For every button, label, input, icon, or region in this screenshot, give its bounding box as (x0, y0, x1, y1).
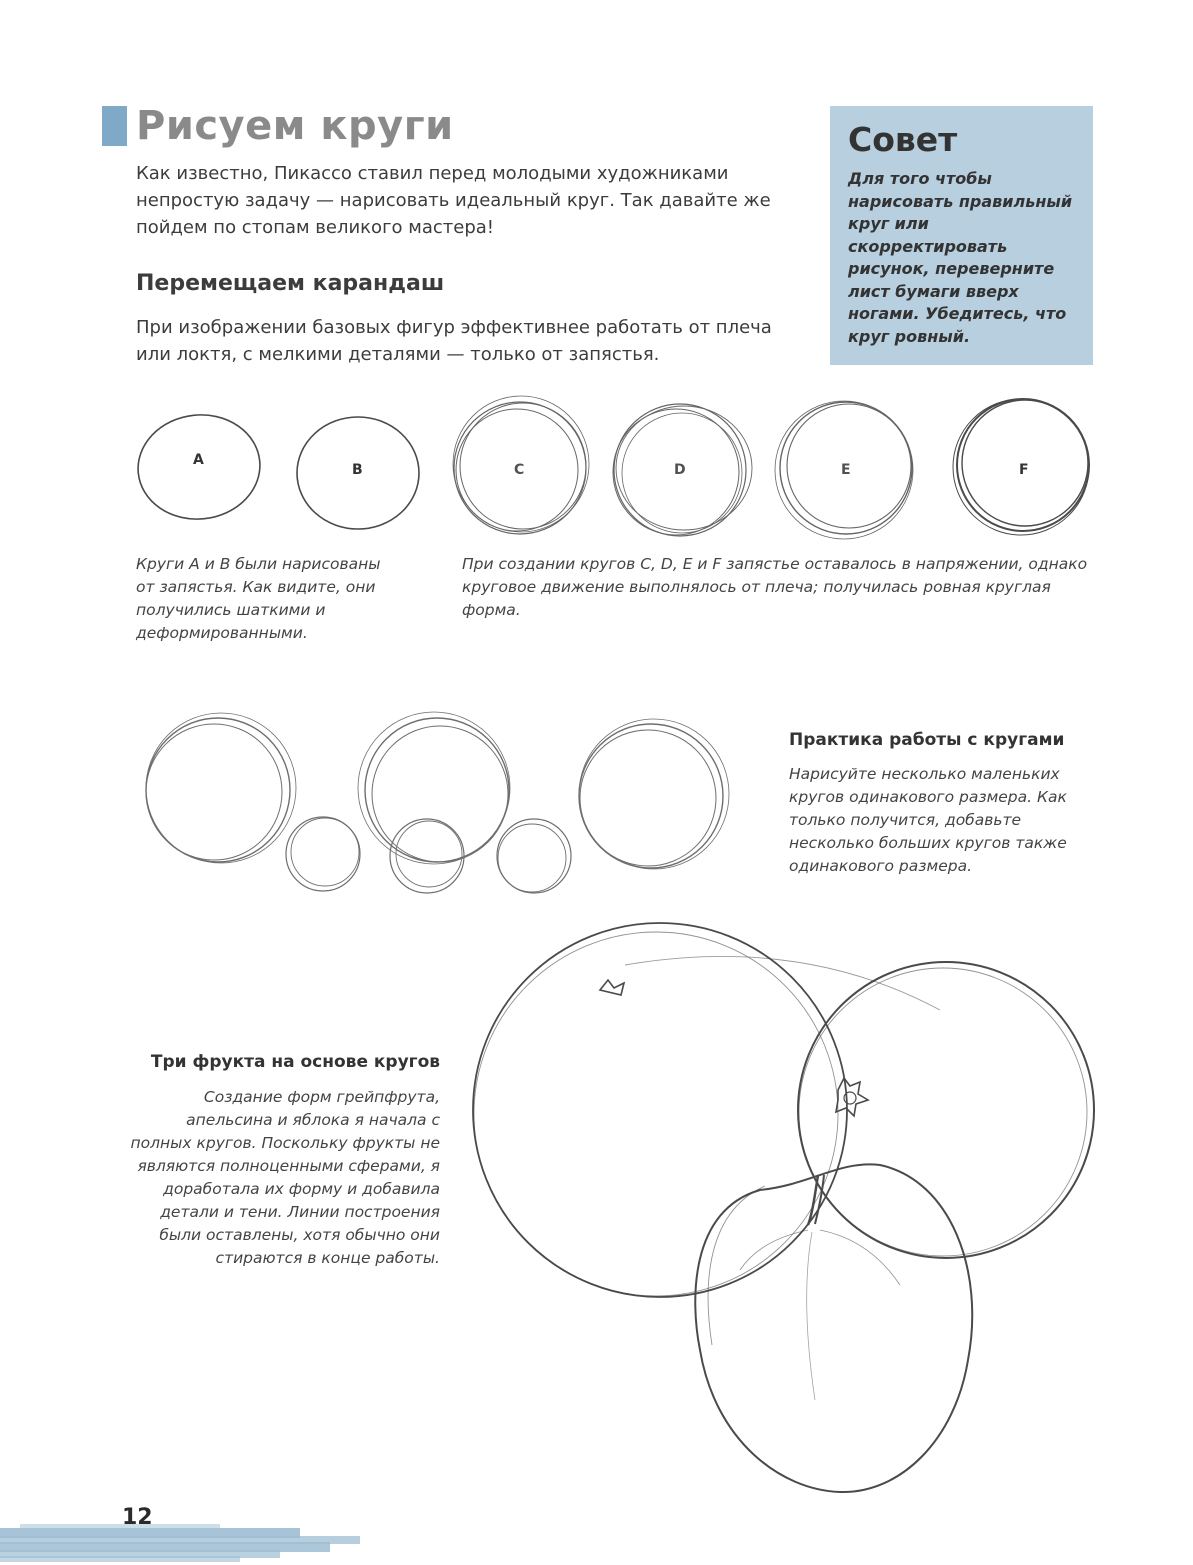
intro-paragraph: Как известно, Пикассо ставил перед молодыми художниками непростую задачу — нарисовать идеальный круг. Так давайте же пойдем по стопам великого мастера! (136, 163, 771, 238)
fruits-title: Три фрукта на основе кругов (150, 1052, 440, 1072)
section-paragraph: При изображении базовых фигур эффективнее работать от плеча или локтя, с мелкими деталями — только от запястья. (136, 317, 772, 365)
circle-label-d: D (674, 462, 686, 478)
page-number: 12 (122, 1505, 153, 1530)
caption-circles-ab: Круги A и B были нарисованы от запястья. Как видите, они получились шаткими и деформированными. (136, 555, 381, 642)
circle-label-b: B (352, 462, 363, 478)
page-title: Рисуем круги (136, 103, 454, 149)
section-subhead: Перемещаем карандаш (136, 271, 445, 296)
circle-label-a: A (193, 452, 204, 468)
circle-label-e: E (841, 462, 851, 478)
circle-label-f: F (1019, 462, 1029, 478)
circle-label-c: C (514, 462, 525, 478)
caption-circles-cdef: При создании кругов C, D, E и F запястье оставалось в напряжении, однако круговое движение выполнялось от плеча; получилась ровная круглая форма. (462, 555, 1088, 619)
tip-title: Совет (848, 120, 958, 159)
fruits-text: Создание форм грейпфрута, апельсина и яблока я начала с полных кругов. Поскольку фрукты не являются полноценными сферами, я доработала их форму и добавила детали и тени. Линии построения были оставлены, хотя обычно они стираются в конце работы. (130, 1088, 440, 1267)
tip-text: Для того чтобы нарисовать правильный круг или скорректировать рисунок, переверните лист бумаги вверх ногами. Убедитесь, что круг ровный. (848, 169, 1073, 346)
practice-title: Практика работы с кругами (789, 730, 1065, 750)
practice-text: Нарисуйте несколько маленьких кругов одинакового размера. Как только получится, добавьте несколько больших кругов также одинакового размера. (789, 765, 1067, 875)
